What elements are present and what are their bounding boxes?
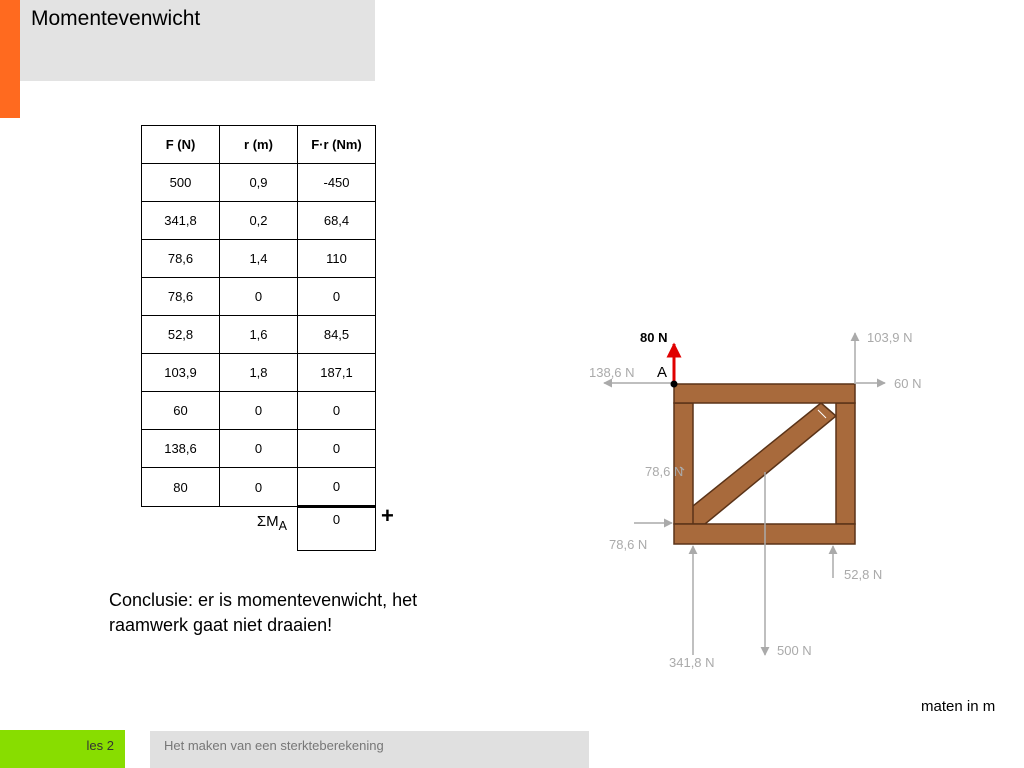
label-103-9n: 103,9 N xyxy=(867,330,913,345)
cell-force: 341,8 xyxy=(142,202,220,240)
diagonal-beam xyxy=(688,403,836,524)
cell-force: 80 xyxy=(142,468,220,507)
point-a-marker xyxy=(671,381,678,388)
cell-moment: 0 xyxy=(298,278,376,316)
cell-arm: 1,4 xyxy=(220,240,298,278)
label-341-8n: 341,8 N xyxy=(669,655,715,670)
slide-title: Momentevenwicht xyxy=(31,7,201,30)
label-500n: 500 N xyxy=(777,643,812,658)
units-note: maten in m xyxy=(921,698,996,715)
cell-arm: 1,8 xyxy=(220,354,298,392)
cell-force: 500 xyxy=(142,164,220,202)
sign-convention-plus: + xyxy=(381,503,394,528)
label-point-a: A xyxy=(657,364,668,381)
cell-arm: 0 xyxy=(220,278,298,316)
conclusion-text: Conclusie: er is momentevenwicht, het raamwerk gaat niet draaien! xyxy=(109,590,418,635)
label-138-6n: 138,6 N xyxy=(589,365,635,380)
cell-moment: 110 xyxy=(298,240,376,278)
cell-force: 78,6 xyxy=(142,240,220,278)
cell-arm: 0 xyxy=(220,392,298,430)
cell-moment: 84,5 xyxy=(298,316,376,354)
cell-arm: 0,2 xyxy=(220,202,298,240)
cell-arm: 0,9 xyxy=(220,164,298,202)
cell-moment: 68,4 xyxy=(298,202,376,240)
header-force: F (N) xyxy=(142,126,220,164)
cell-force: 60 xyxy=(142,392,220,430)
cell-moment: 187,1 xyxy=(298,354,376,392)
footer-lesson-label: les 2 xyxy=(86,738,114,753)
right-post xyxy=(836,403,855,524)
label-78-6n-lower: 78,6 N xyxy=(609,537,648,552)
sum-symbol: ΣM xyxy=(256,513,279,530)
cell-moment: -450 xyxy=(298,164,376,202)
label-60n: 60 N xyxy=(894,376,922,391)
cell-arm: 0 xyxy=(220,430,298,468)
cell-arm: 0 xyxy=(220,468,298,507)
cell-force: 52,8 xyxy=(142,316,220,354)
label-80n: 80 N xyxy=(640,330,668,345)
sum-subscript: A xyxy=(278,519,287,533)
label-78-6n-upper: 78,6 N xyxy=(645,464,684,479)
cell-moment: 0 xyxy=(298,430,376,468)
sum-value: 0 xyxy=(298,507,376,551)
cell-force: 78,6 xyxy=(142,278,220,316)
footer-lesson xyxy=(0,730,125,768)
cell-force: 138,6 xyxy=(142,430,220,468)
footer-course xyxy=(150,731,589,768)
cell-moment: 0 xyxy=(298,468,376,507)
label-52-8n: 52,8 N xyxy=(844,567,883,582)
top-beam xyxy=(674,384,855,403)
footer-course-label: Het maken van een sterkteberekening xyxy=(164,738,384,753)
cell-arm: 1,6 xyxy=(220,316,298,354)
cell-force: 103,9 xyxy=(142,354,220,392)
header-arm: r (m) xyxy=(220,126,298,164)
header-moment: F·r (Nm) xyxy=(298,126,376,164)
cell-moment: 0 xyxy=(298,392,376,430)
